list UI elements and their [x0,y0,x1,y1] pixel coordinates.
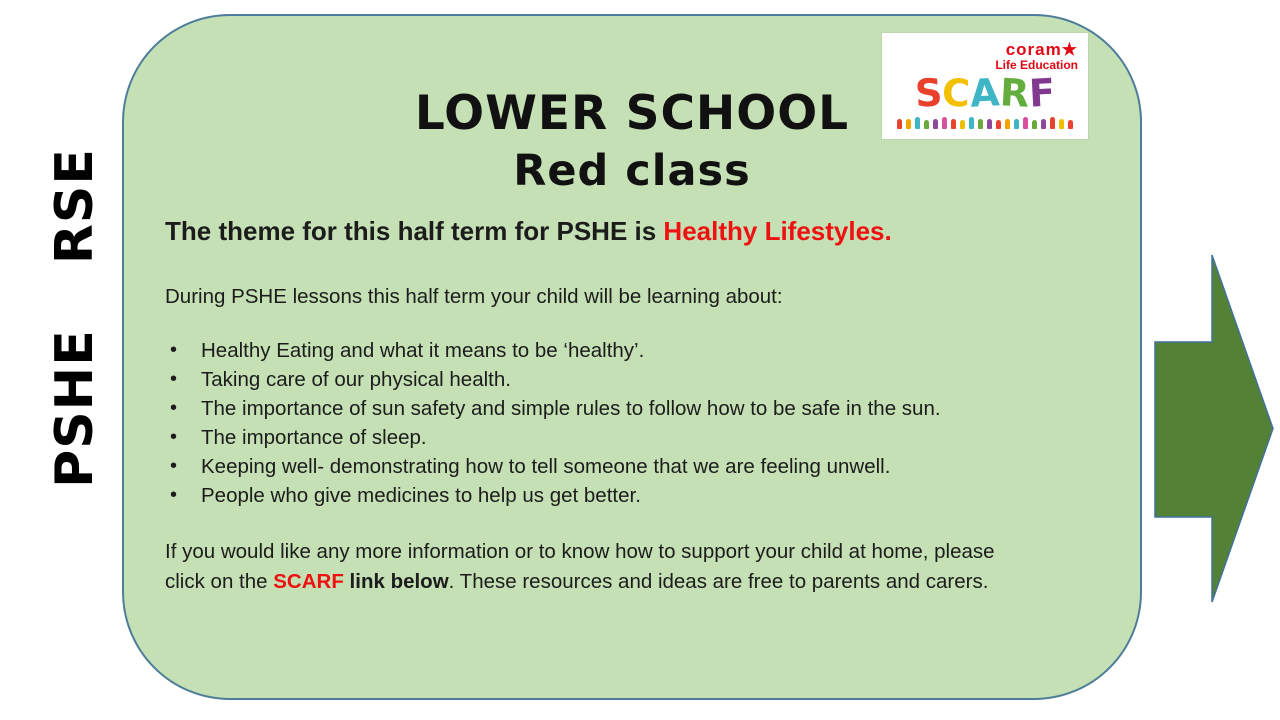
person-figure-icon [1032,120,1037,129]
scarf-letter: F [1027,70,1057,116]
person-figure-icon [1050,117,1055,129]
person-figure-icon [996,120,1001,129]
star-icon: ★ [1061,40,1078,59]
person-figure-icon [1041,119,1046,129]
outro-rest: . These resources and ideas are free to parents and carers. [448,570,989,593]
person-figure-icon [951,119,956,129]
title-line-1: LOWER SCHOOL [414,86,850,141]
person-figure-icon [1068,120,1073,129]
person-figure-icon [1005,119,1010,129]
sidebar-vertical-label: PSHE RSE [45,148,105,488]
person-figure-icon [942,117,947,129]
coram-brand-text: coram [1005,40,1062,59]
list-item: • People who give medicines to help us get better. [168,481,1108,510]
list-item: • The importance of sleep. [168,423,1108,452]
scarf-letter: S [913,70,944,116]
person-figure-icon [969,117,974,129]
scarf-letter: R [998,70,1031,116]
list-item: • Keeping well- demonstrating how to tell someone that we are feeling unwell. [168,452,1108,481]
list-item: • Healthy Eating and what it means to be ‘healthy’. [168,336,1108,365]
scarf-logo [882,33,1088,139]
person-figure-icon [906,119,911,129]
person-figure-icon [1059,119,1064,129]
list-item: • Taking care of our physical health. [168,365,1108,394]
outro-line2-pre: click on the [165,570,274,593]
person-figure-icon [924,120,929,129]
person-figure-icon [960,120,965,129]
theme-highlight: Healthy Lifestyles. [663,216,892,246]
person-figure-icon [915,117,920,129]
person-figure-icon [933,119,938,129]
person-figure-icon [978,119,983,129]
person-figure-icon [1014,119,1019,129]
forward-arrow [1150,250,1280,610]
person-figure-icon [987,119,992,129]
coram-subtitle: Life Education [995,58,1078,72]
person-figure-icon [1023,117,1028,129]
theme-prefix: The theme for this half term for PSHE is [165,216,664,246]
theme-statement [165,215,1145,248]
learning-topics-list [168,336,1108,510]
person-figure-icon [897,119,902,129]
intro-text: During PSHE lessons this half term your child will be learning about: [165,285,783,308]
scarf-wordmark [882,70,1088,116]
scarf-people-strip [882,116,1088,129]
scarf-link-word: SCARF [273,570,344,593]
outro-line1: If you would like any more information or to know how to support your child at home, please [165,540,995,563]
outro-bold: link below [343,570,449,593]
coram-brand [882,41,1088,59]
scarf-letter: C [941,70,972,116]
outro-text [165,537,1120,597]
list-item: • The importance of sun safety and simple rules to follow how to be safe in the sun. [168,394,1108,423]
title-line-2: Red class [513,146,751,196]
scarf-letter: A [969,70,1001,116]
